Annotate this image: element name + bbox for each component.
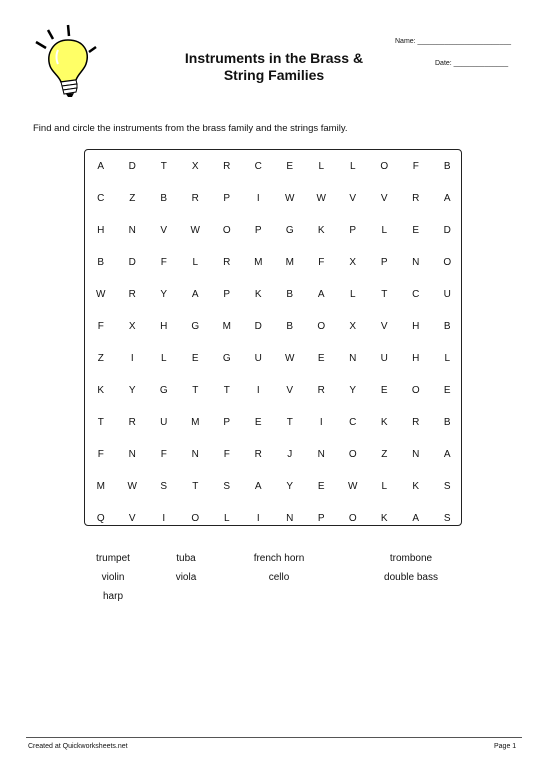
grid-letter: W [348, 481, 358, 492]
grid-letter: K [412, 481, 420, 492]
grid-letter: C [412, 289, 420, 300]
grid-letter: C [349, 417, 357, 428]
grid-letter: P [317, 513, 325, 524]
grid-letter: F [223, 449, 230, 460]
grid-letter: W [190, 225, 200, 236]
grid-letter: C [97, 193, 105, 204]
word-double-bass: double bass [384, 572, 438, 583]
grid-row [85, 481, 461, 513]
grid-row [85, 257, 461, 289]
page-title [150, 50, 398, 84]
grid-letter: Z [97, 353, 104, 364]
grid-letter: K [380, 513, 388, 524]
grid-letter: B [286, 321, 294, 332]
grid-letter: L [444, 353, 451, 364]
grid-row [85, 385, 461, 417]
grid-row [85, 321, 461, 353]
grid-letter: W [285, 353, 295, 364]
grid-row [85, 161, 461, 193]
grid-letter: A [97, 161, 105, 172]
grid-letter: E [412, 225, 420, 236]
grid-letter: F [160, 449, 167, 460]
grid-letter: X [128, 321, 136, 332]
grid-letter: S [443, 481, 451, 492]
light-bulb-icon [28, 22, 108, 102]
grid-letter: A [191, 289, 199, 300]
instructions-text: Find and circle the instruments from the brass family and the strings family. [33, 123, 348, 134]
grid-letter: P [223, 417, 231, 428]
grid-letter: B [443, 417, 451, 428]
grid-letter: A [443, 193, 451, 204]
grid-row [85, 353, 461, 385]
grid-letter: O [222, 225, 231, 236]
grid-letter: Q [96, 513, 105, 524]
grid-letter: B [286, 289, 294, 300]
grid-letter: O [443, 257, 452, 268]
word-trombone: trombone [389, 553, 433, 564]
grid-letter: R [223, 161, 231, 172]
grid-letter: N [286, 513, 294, 524]
grid-letter: M [191, 417, 200, 428]
grid-letter: K [317, 225, 325, 236]
grid-letter: G [191, 321, 200, 332]
grid-letter: O [348, 513, 357, 524]
grid-letter: R [128, 289, 136, 300]
grid-letter: I [256, 385, 260, 396]
grid-letter: S [223, 481, 231, 492]
grid-letter: L [381, 225, 388, 236]
grid-letter: Y [128, 385, 136, 396]
grid-letter: W [96, 289, 106, 300]
grid-letter: S [160, 481, 168, 492]
word-viola: viola [175, 572, 197, 583]
grid-letter: L [160, 353, 167, 364]
grid-letter: H [412, 353, 420, 364]
grid-row [85, 417, 461, 449]
grid-letter: M [254, 257, 263, 268]
grid-letter: T [223, 385, 230, 396]
grid-letter: P [254, 225, 262, 236]
grid-letter: J [287, 449, 293, 460]
grid-letter: E [254, 417, 262, 428]
grid-letter: T [192, 481, 199, 492]
grid-letter: M [96, 481, 105, 492]
grid-letter: O [348, 449, 357, 460]
grid-letter: E [286, 161, 294, 172]
grid-letter: F [160, 257, 167, 268]
word-tuba: tuba [176, 553, 196, 564]
grid-letter: O [380, 161, 389, 172]
grid-letter: B [443, 161, 451, 172]
grid-letter: V [380, 321, 388, 332]
grid-letter: H [97, 225, 105, 236]
grid-letter: N [412, 449, 420, 460]
grid-letter: I [319, 417, 323, 428]
grid-letter: R [412, 417, 420, 428]
grid-letter: D [254, 321, 262, 332]
grid-letter: A [317, 289, 325, 300]
page-number: Page 1 [494, 743, 517, 750]
footer-credit: Created at Quickworksheets.net [28, 743, 128, 750]
grid-letter: F [412, 161, 419, 172]
grid-letter: G [285, 225, 294, 236]
grid-letter: B [97, 257, 105, 268]
grid-letter: A [254, 481, 262, 492]
word-trumpet: trumpet [96, 553, 130, 564]
grid-letter: N [128, 225, 136, 236]
grid-letter: F [97, 321, 104, 332]
word-harp: harp [102, 591, 123, 602]
grid-letter: I [130, 353, 134, 364]
grid-letter: B [160, 193, 168, 204]
grid-letter: U [254, 353, 262, 364]
grid-letter: X [191, 161, 199, 172]
grid-letter: R [191, 193, 199, 204]
title-line-1: Instruments in the Brass & [184, 50, 364, 66]
grid-letter: X [349, 321, 357, 332]
grid-letter: R [317, 385, 325, 396]
grid-row [85, 193, 461, 225]
grid-letter: N [412, 257, 420, 268]
grid-letter: N [191, 449, 199, 460]
grid-letter: V [128, 513, 136, 524]
grid-letter: H [412, 321, 420, 332]
grid-letter: I [162, 513, 166, 524]
grid-letter: T [160, 161, 167, 172]
word-violin: violin [101, 572, 125, 583]
grid-letter: K [97, 385, 105, 396]
grid-letter: T [192, 385, 199, 396]
grid-letter: G [159, 385, 168, 396]
grid-letter: Z [129, 193, 136, 204]
grid-letter: K [254, 289, 262, 300]
grid-letter: V [160, 225, 168, 236]
grid-letter: N [349, 353, 357, 364]
grid-letter: L [192, 257, 199, 268]
grid-letter: P [349, 225, 357, 236]
grid-letter: W [127, 481, 137, 492]
grid-letter: F [318, 257, 325, 268]
grid-letter: V [349, 193, 357, 204]
grid-letter: Z [381, 449, 388, 460]
grid-letter: Y [286, 481, 294, 492]
grid-letter: V [286, 385, 294, 396]
grid-letter: O [191, 513, 200, 524]
grid-letter: U [380, 353, 388, 364]
grid-letter: Y [349, 385, 357, 396]
grid-letter: T [381, 289, 388, 300]
grid-letter: G [222, 353, 231, 364]
grid-letter: R [254, 449, 262, 460]
grid-letter: B [443, 321, 451, 332]
grid-letter: R [412, 193, 420, 204]
grid-letter: P [380, 257, 388, 268]
grid-letter: W [316, 193, 326, 204]
grid-letter: E [443, 385, 451, 396]
grid-letter: R [128, 417, 136, 428]
grid-letter: E [317, 353, 325, 364]
grid-letter: W [285, 193, 295, 204]
grid-letter: O [411, 385, 420, 396]
grid-letter: U [443, 289, 451, 300]
grid-row [85, 289, 461, 321]
grid-row [85, 449, 461, 481]
grid-letter: E [317, 481, 325, 492]
grid-letter: E [191, 353, 199, 364]
grid-letter: S [443, 513, 451, 524]
grid-letter: D [128, 161, 136, 172]
grid-letter: N [317, 449, 325, 460]
grid-letter: N [128, 449, 136, 460]
word-cello: cello [268, 572, 290, 583]
grid-letter: I [256, 193, 260, 204]
grid-letter: R [223, 257, 231, 268]
grid-letter: Y [160, 289, 168, 300]
grid-letter: L [381, 481, 388, 492]
grid-letter: F [97, 449, 104, 460]
grid-letter: E [380, 385, 388, 396]
word-search-grid [84, 149, 462, 526]
grid-letter: T [97, 417, 104, 428]
grid-letter: U [160, 417, 168, 428]
grid-letter: M [222, 321, 231, 332]
grid-letter: P [223, 193, 231, 204]
grid-row [85, 513, 461, 545]
footer-divider [26, 737, 522, 738]
grid-letter: I [256, 513, 260, 524]
grid-letter: P [223, 289, 231, 300]
grid-row [85, 225, 461, 257]
grid-letter: L [349, 289, 356, 300]
date-field: Date: ______________ [435, 60, 509, 67]
grid-letter: D [128, 257, 136, 268]
grid-letter: A [412, 513, 420, 524]
grid-letter: L [318, 161, 325, 172]
grid-letter: L [223, 513, 230, 524]
title-line-2: String Families [223, 67, 325, 83]
word-french-horn: french horn [253, 553, 305, 564]
grid-letter: C [254, 161, 262, 172]
name-field: Name: ________________________ [395, 38, 511, 45]
grid-letter: V [380, 193, 388, 204]
grid-letter: D [443, 225, 451, 236]
grid-letter: K [380, 417, 388, 428]
grid-letter: H [160, 321, 168, 332]
grid-letter: T [286, 417, 293, 428]
grid-letter: X [349, 257, 357, 268]
grid-letter: M [285, 257, 294, 268]
grid-letter: O [317, 321, 326, 332]
grid-letter: L [349, 161, 356, 172]
grid-letter: A [443, 449, 451, 460]
